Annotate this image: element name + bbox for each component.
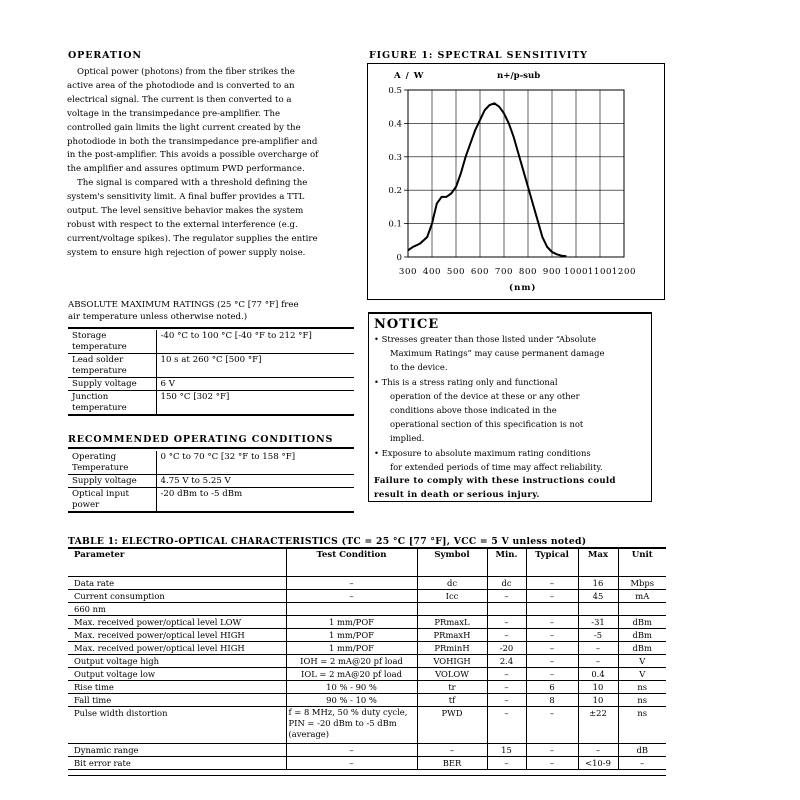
absolute-max-top-rule	[68, 327, 354, 329]
eo-cell: –	[487, 668, 526, 681]
eo-table-row	[68, 694, 666, 707]
eo-table	[68, 548, 666, 770]
x-tick-label: 600	[470, 267, 490, 277]
absolute-max-param: Supply voltage	[68, 378, 156, 391]
eo-cell: ±22	[578, 707, 618, 744]
eo-cell	[487, 603, 526, 616]
recommended-row	[68, 488, 354, 513]
eo-cell: ns	[618, 707, 666, 744]
chart-grid	[404, 90, 624, 257]
x-tick-label: 400	[422, 267, 442, 277]
eo-cell: Max. received power/optical level HIGH	[68, 642, 286, 655]
absolute-max-row	[68, 330, 354, 354]
eo-cell: -31	[578, 616, 618, 629]
x-tick-label: 700	[494, 267, 514, 277]
eo-header-max: Max	[578, 548, 618, 577]
eo-cell: Output voltage high	[68, 655, 286, 668]
eo-header-symbol: Symbol	[417, 548, 487, 577]
notice-box	[368, 312, 652, 502]
eo-cell: ns	[618, 681, 666, 694]
eo-cell: –	[286, 744, 417, 757]
eo-cell: -5	[578, 629, 618, 642]
eo-header-parameter: Parameter	[68, 548, 286, 577]
eo-cell: Dynamic range	[68, 744, 286, 757]
y-tick-label: 0.2	[388, 186, 402, 197]
absolute-max-heading-line1: ABSOLUTE MAXIMUM RATINGS (25 °C [77 °F] free	[68, 300, 299, 310]
notice-bullet-1-line: Maximum Ratings” may cause permanent damage	[390, 348, 605, 359]
y-tick-label: 0	[396, 253, 402, 263]
eo-table-bottom-rule	[68, 775, 666, 776]
recommended-table	[68, 451, 354, 513]
eo-cell: –	[487, 629, 526, 642]
eo-cell: -20	[487, 642, 526, 655]
eo-cell: –	[526, 757, 578, 770]
y-tick-label: 0.1	[388, 219, 402, 230]
x-tick-label: 1200	[611, 267, 637, 277]
notice-bullet-1: • Stresses greater than those listed under “Absolute	[374, 334, 597, 344]
absolute-max-param: Junction temperature	[68, 391, 156, 416]
notice-title: NOTICE	[374, 317, 440, 332]
eo-cell: IOL = 2 mA@20 pf load	[286, 668, 417, 681]
eo-cell: 10	[578, 681, 618, 694]
eo-cell	[618, 603, 666, 616]
eo-cell: –	[487, 616, 526, 629]
operation-paragraph-1: Optical power (photons) from the fiber strikes the active area of the photodiode and is converted to an electrical signal. The current is then converted to a voltage in the transimpedance pre-amplifier. The controlled gain limits the light current created by the photodiode in both the transimpedance pre-amplifier and in the post-amplifier. This avoids a possible overcharge of the amplifier and assures optimum PWD performance.	[67, 67, 319, 175]
eo-header-typical: Typical	[526, 548, 578, 577]
eo-cell: PRmaxL	[417, 616, 487, 629]
eo-cell: –	[286, 577, 417, 590]
recommended-param: Operating Temperature	[68, 451, 156, 475]
eo-cell: Fall time	[68, 694, 286, 707]
notice-bullet-2-line: operational section of this specification is not	[390, 419, 584, 430]
recommended-value: -20 dBm to -5 dBm	[160, 489, 243, 499]
x-tick-label: 1100	[587, 267, 613, 277]
eo-cell	[417, 603, 487, 616]
eo-cell: –	[526, 707, 578, 744]
eo-table-row	[68, 590, 666, 603]
absolute-max-param: Lead solder temperature	[68, 354, 156, 378]
eo-cell: tf	[417, 694, 487, 707]
eo-cell: –	[417, 744, 487, 757]
eo-cell: Data rate	[68, 577, 286, 590]
eo-cell: –	[526, 616, 578, 629]
operation-paragraph-2: The signal is compared with a threshold defining the system's sensitivity limit. A final buffer provides a TTL output. The level sensitive behavior makes the system robust with respect to the external interference (e.g. current/voltage spikes). The regulator supplies the entire system to ensure high rejection of power supply noise.	[67, 178, 318, 258]
notice-bullet-2-line: operation of the device at these or any other	[390, 390, 580, 401]
eo-cell: –	[487, 694, 526, 707]
eo-cell: PRminH	[417, 642, 487, 655]
eo-cell: –	[526, 642, 578, 655]
chart-x-ticks	[399, 267, 636, 277]
figure-series-label: n+/p-sub	[497, 71, 541, 81]
figure-ylabel: A / W	[394, 71, 425, 81]
recommended-param: Optical input power	[68, 488, 156, 513]
absolute-max-row	[68, 378, 354, 391]
notice-warning	[374, 474, 646, 502]
eo-cell: –	[487, 681, 526, 694]
notice-bullet-3-line: for extended periods of time may affect reliability.	[390, 461, 603, 472]
eo-cell: dBm	[618, 642, 666, 655]
eo-table-row	[68, 642, 666, 655]
operation-text	[67, 66, 319, 261]
absolute-max-heading-line2: air temperature unless otherwise noted.)	[68, 312, 248, 322]
eo-table-row	[68, 707, 666, 744]
eo-cell: VOLOW	[417, 668, 487, 681]
eo-table-row	[68, 616, 666, 629]
eo-cell: 2.4	[487, 655, 526, 668]
eo-cell: 15	[487, 744, 526, 757]
eo-cell: 6	[526, 681, 578, 694]
eo-header-test-condition: Test Condition	[286, 548, 417, 577]
eo-cell: –	[526, 590, 578, 603]
eo-cell: Mbps	[618, 577, 666, 590]
eo-cell: tr	[417, 681, 487, 694]
eo-cell: V	[618, 668, 666, 681]
eo-cell: 90 % - 10 %	[286, 694, 417, 707]
x-tick-label: 300	[398, 267, 418, 277]
notice-warning-line1: Failure to comply with these instructions could	[374, 476, 616, 487]
eo-cell: Bit error rate	[68, 757, 286, 770]
eo-cell: Output voltage low	[68, 668, 286, 681]
eo-cell: dBm	[618, 629, 666, 642]
eo-cell	[286, 603, 417, 616]
operation-heading: OPERATION	[68, 50, 142, 61]
recommended-top-rule	[68, 447, 354, 449]
eo-cell: Max. received power/optical level LOW	[68, 616, 286, 629]
eo-header-unit: Unit	[631, 550, 653, 560]
eo-cell: BER	[417, 757, 487, 770]
eo-cell: Max. received power/optical level HIGH	[68, 629, 286, 642]
eo-cell: 1 mm/POF	[286, 616, 417, 629]
eo-cell: 1 mm/POF	[286, 642, 417, 655]
eo-cell: dB	[618, 744, 666, 757]
eo-cell: –	[526, 629, 578, 642]
absolute-max-value: -40 °C to 100 °C [-40 °F to 212 °F]	[160, 331, 312, 341]
eo-cell: 660 nm	[68, 603, 286, 616]
recommended-value: 4.75 V to 5.25 V	[160, 476, 231, 486]
eo-cell: –	[286, 757, 417, 770]
notice-bullet-1-line: to the device.	[390, 362, 448, 373]
eo-cell: 8	[526, 694, 578, 707]
eo-cell: Rise time	[68, 681, 286, 694]
notice-bullet-2: • This is a stress rating only and functional	[374, 376, 558, 387]
eo-cell: –	[526, 744, 578, 757]
notice-bullet-2-line: conditions above those indicated in the	[390, 405, 557, 416]
spectral-chart	[367, 63, 665, 300]
notice-bullet-2-line: implied.	[390, 433, 425, 444]
eo-table-row	[68, 577, 666, 590]
absolute-max-value: 10 s at 260 °C [500 °F]	[160, 355, 262, 365]
eo-table-row	[68, 603, 666, 616]
eo-cell: dc	[417, 577, 487, 590]
eo-cell: –	[578, 744, 618, 757]
eo-cell: 1 mm/POF	[286, 629, 417, 642]
eo-cell: mA	[618, 590, 666, 603]
x-tick-label: 500	[446, 267, 466, 277]
eo-cell: –	[578, 642, 618, 655]
absolute-max-table	[68, 330, 354, 416]
eo-cell: dBm	[618, 616, 666, 629]
notice-bullet-3: • Exposure to absolute maximum rating conditions	[374, 447, 591, 458]
absolute-max-row	[68, 354, 354, 378]
x-tick-label: 1000	[563, 267, 589, 277]
eo-cell: –	[487, 757, 526, 770]
eo-cell: –	[286, 590, 417, 603]
eo-cell: IOH = 2 mA@20 pf load	[286, 655, 417, 668]
eo-cell: –	[487, 590, 526, 603]
absolute-max-param: Storage temperature	[68, 330, 156, 354]
eo-cell: dc	[487, 577, 526, 590]
eo-cell: 10 % - 90 %	[286, 681, 417, 694]
chart-y-ticks	[388, 86, 402, 263]
x-tick-label: 900	[542, 267, 562, 277]
recommended-param: Supply voltage	[68, 475, 156, 488]
eo-cell: 0.4	[578, 668, 618, 681]
figure-title: FIGURE 1: SPECTRAL SENSITIVITY	[369, 50, 588, 61]
eo-cell: –	[526, 655, 578, 668]
eo-table-title: TABLE 1: ELECTRO-OPTICAL CHARACTERISTICS (TC = 25 °C [77 °F], VCC = 5 V unless noted)	[68, 536, 587, 547]
eo-cell: 10	[578, 694, 618, 707]
recommended-row	[68, 475, 354, 488]
eo-cell: –	[487, 707, 526, 744]
eo-table-row	[68, 744, 666, 757]
eo-cell: –	[526, 668, 578, 681]
recommended-row	[68, 451, 354, 475]
eo-cell: ns	[618, 694, 666, 707]
figure-xlabel: (nm)	[509, 283, 537, 293]
eo-cell: –	[526, 577, 578, 590]
eo-table-row	[68, 668, 666, 681]
eo-cell: –	[618, 757, 666, 770]
eo-cell: VOHIGH	[417, 655, 487, 668]
absolute-max-value: 150 °C [302 °F]	[160, 392, 230, 402]
eo-cell: 45	[578, 590, 618, 603]
eo-cell: 16	[578, 577, 618, 590]
absolute-max-row	[68, 391, 354, 416]
eo-cell	[526, 603, 578, 616]
chart-plot-border	[408, 90, 624, 257]
notice-warning-line2: result in death or serious injury.	[374, 490, 540, 501]
eo-cell: PWD	[417, 707, 487, 744]
y-tick-label: 0.5	[388, 86, 402, 96]
eo-cell: <10-9	[578, 757, 618, 770]
absolute-max-value: 6 V	[160, 379, 175, 389]
eo-cell: Current consumption	[68, 590, 286, 603]
eo-cell: V	[618, 655, 666, 668]
x-tick-label: 800	[518, 267, 538, 277]
eo-table-row	[68, 757, 666, 770]
y-tick-label: 0.4	[388, 119, 402, 130]
notice-bullets	[374, 332, 646, 474]
absolute-max-heading	[68, 299, 348, 323]
eo-table-row	[68, 681, 666, 694]
eo-cell	[578, 603, 618, 616]
eo-table-row	[68, 655, 666, 668]
eo-cell: PRmaxH	[417, 629, 487, 642]
eo-header-min: Min.	[487, 548, 526, 577]
eo-table-row	[68, 629, 666, 642]
eo-table-header-row	[68, 548, 666, 577]
recommended-heading: RECOMMENDED OPERATING CONDITIONS	[68, 434, 334, 445]
y-tick-label: 0.3	[388, 152, 402, 163]
recommended-value: 0 °C to 70 °C [32 °F to 158 °F]	[160, 452, 296, 462]
eo-cell: –	[578, 655, 618, 668]
eo-cell: Pulse width distortion	[68, 707, 286, 744]
eo-cell: f = 8 MHz, 50 % duty cycle, PIN = -20 dBm to -5 dBm (average)	[286, 707, 417, 744]
eo-cell: Icc	[417, 590, 487, 603]
